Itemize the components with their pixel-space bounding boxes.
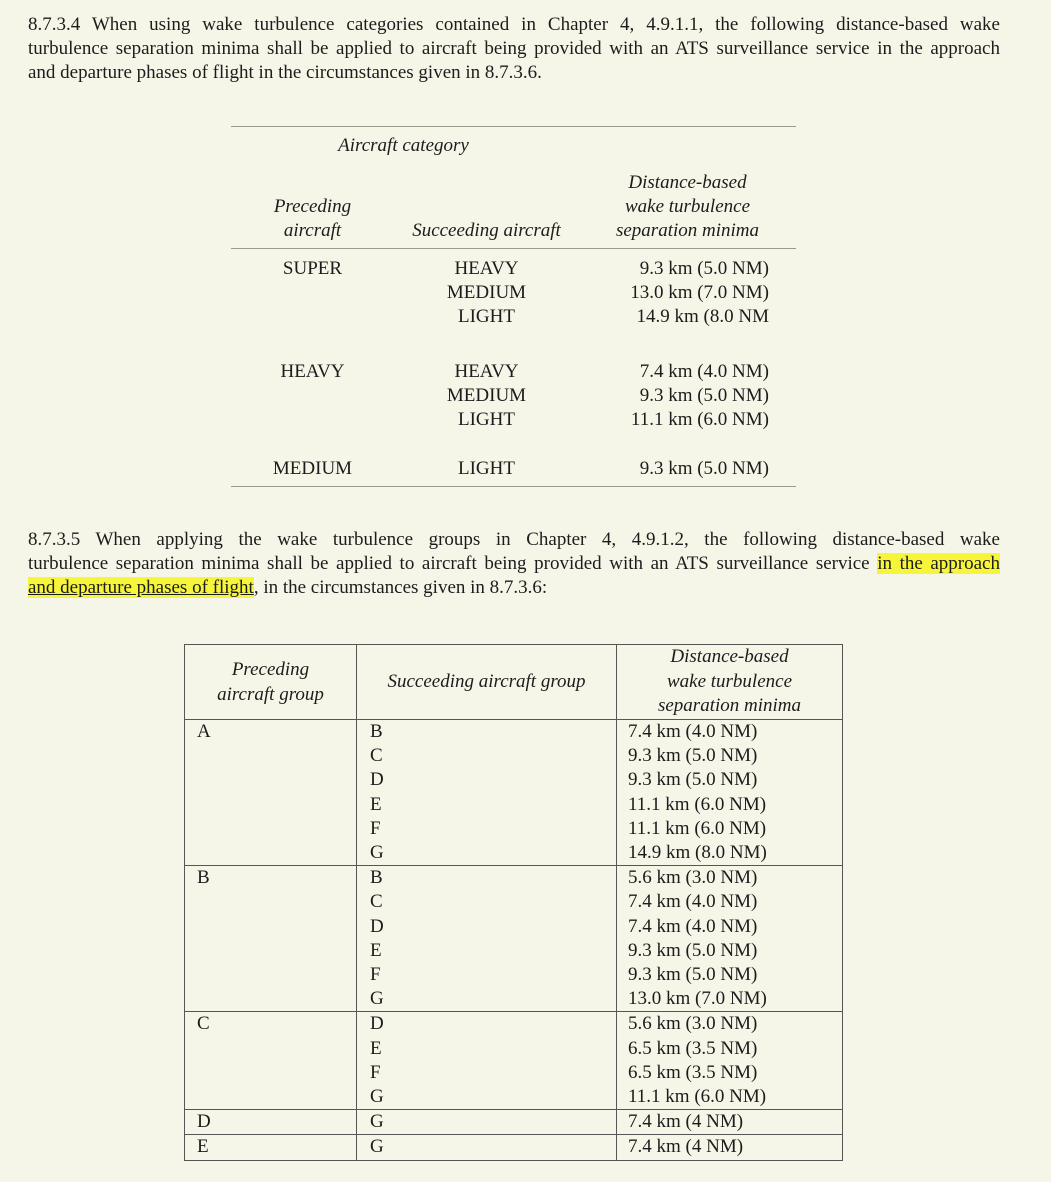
minima-item: 7.4 km (4 NM) [628,1111,744,1133]
minima-item: 7.4 km (4.0 NM) [628,721,758,742]
cell-text: D [197,1111,211,1133]
minima-list [579,360,769,432]
minima-item: 11.1 km (6.0 NM) [628,793,767,815]
minima-item: 9.3 km (5.0 NM) [628,939,758,961]
minima-values [617,1135,843,1160]
succeeding-item: E [370,1037,382,1059]
succeeding-item: LIGHT [458,409,515,430]
minima-item: 7.4 km (4.0 NM) [639,361,769,382]
cell-text: A [197,721,211,742]
succeeding-groups [357,866,617,1012]
minima-item: 6.5 km (3.5 NM) [628,1037,758,1059]
succeeding-list [394,360,579,432]
highlighted-text: in the approach [877,553,1000,574]
minima-item: 5.6 km (3.0 NM) [628,867,758,889]
succeeding-item: F [370,964,381,986]
succeeding-item: D [370,1013,384,1035]
cell-text: E [197,1136,209,1158]
minima-item: 6.5 km (3.5 NM) [628,1061,758,1083]
succeeding-item: G [370,1136,384,1158]
preceding-medium: MEDIUM [272,458,353,479]
table-bottom-rule [231,486,796,487]
header-line: separation minima [657,695,802,717]
minima-item: 9.3 km (5.0 NM) [639,258,769,279]
minima-item: 9.3 km (5.0 NM) [628,769,758,791]
preceding-group-e [185,1135,357,1160]
succeeding-item: G [370,988,384,1010]
succeeding-item: HEAVY [454,258,519,279]
minima-item: 7.4 km (4.0 NM) [628,891,758,913]
header-separation-minima [617,645,843,720]
succeeding-groups [357,1135,617,1160]
header-line: aircraft group [217,684,324,705]
minima-item: 9.3 km (5.0 NM) [628,745,758,767]
minima-item: 7.4 km (4 NM) [628,1136,744,1158]
succeeding-list [394,257,579,329]
aircraft-group-table [184,644,843,1161]
succeeding-item: LIGHT [458,458,515,479]
succeeding-item: G [370,842,384,864]
minima-item: 14.9 km (8.0 NM [636,306,769,327]
table-header-row [185,645,843,720]
header-line: separation minima [615,220,760,241]
minima-item: 9.3 km (5.0 NM) [639,385,769,406]
succeeding-groups [357,1012,617,1110]
succeeding-item: MEDIUM [446,385,527,406]
succeeding-item: F [370,817,381,839]
minima-values [617,1110,843,1135]
paragraph-8-7-3-5 [28,528,1000,600]
cell-text: C [197,1013,210,1035]
paragraph-text: , in the circumstances given in 8.7.3.6: [253,577,548,598]
succeeding-item: C [370,745,383,767]
paragraph-line [28,576,1000,600]
minima-item: 9.3 km (5.0 NM) [628,964,758,986]
minima-item: 13.0 km (7.0 NM) [630,282,769,303]
minima-values [617,866,843,1012]
succeeding-item: G [370,1086,384,1108]
preceding-group-c [185,1012,357,1110]
paragraph-line: 8.7.3.5 When applying the wake turbulence groups in Chapter 4, 4.9.1.2, the following distance-based wake [28,529,1000,550]
succeeding-item: HEAVY [454,361,519,382]
table-row [185,866,843,1012]
highlighted-text: and departure phases of flight [28,577,254,598]
succeeding-item: D [370,915,384,937]
succeeding-item: D [370,769,384,791]
header-separation-minima [579,171,796,243]
header-succeeding-group: Succeeding aircraft group [357,645,617,720]
cell-text: B [197,867,210,889]
paragraph-line: and departure phases of flight in the circumstances given in 8.7.3.6. [28,62,542,83]
table-row [185,720,843,866]
header-line: Distance-based [670,646,789,668]
table-caption: Aircraft category [338,135,469,156]
header-line: Preceding [273,196,352,217]
table-row [185,1135,843,1160]
preceding-super: SUPER [282,258,343,279]
succeeding-item: E [370,793,382,815]
minima-item: 5.6 km (3.0 NM) [628,1013,758,1035]
table-top-rule [231,126,796,127]
aircraft-category-table [0,0,1051,500]
paragraph-text: turbulence separation minima shall be applied to aircraft being provided with an ATS surveillance service [28,553,878,574]
succeeding-item: E [370,939,382,961]
preceding-group-d [185,1110,357,1135]
header-rule [231,248,796,249]
succeeding-item: C [370,891,383,913]
succeeding-groups [357,720,617,866]
minima-list [579,257,769,329]
header-line: Preceding [231,659,310,680]
succeeding-item: LIGHT [458,306,515,327]
minima-item: 11.1 km (6.0 NM) [628,1086,767,1108]
table-row [185,1110,843,1135]
succeeding-item: G [370,1111,384,1133]
paragraph-line [28,552,1000,576]
succeeding-item: B [370,867,383,889]
table-row [185,1012,843,1110]
preceding-heavy: HEAVY [280,361,345,382]
minima-item: 11.1 km (6.0 NM) [630,409,769,430]
minima-item: 13.0 km (7.0 NM) [628,988,767,1010]
minima-item: 11.1 km (6.0 NM) [628,817,767,839]
minima-values [617,1012,843,1110]
preceding-group-a [185,720,357,866]
header-line: Distance-based [628,172,747,193]
succeeding-item: B [370,721,383,742]
preceding-group-b [185,866,357,1012]
paragraph-line: 8.7.3.4 When using wake turbulence categories contained in Chapter 4, 4.9.1.1, the following distance-based wake [28,14,1000,35]
header-line: wake turbulence [624,196,751,217]
minima-item: 9.3 km (5.0 NM) [639,458,769,479]
minima-item: 7.4 km (4.0 NM) [628,915,758,937]
succeeding-item: MEDIUM [446,282,527,303]
minima-values [617,720,843,866]
header-preceding-group [185,645,357,720]
header-line: aircraft [283,220,342,241]
header-preceding-aircraft [231,195,394,243]
minima-item: 14.9 km (8.0 NM) [628,842,767,864]
header-line: wake turbulence [666,670,793,692]
succeeding-groups [357,1110,617,1135]
header-succeeding-aircraft: Succeeding aircraft [412,220,561,241]
succeeding-item: F [370,1061,381,1083]
paragraph-line: turbulence separation minima shall be applied to aircraft being provided with an ATS surveillance service in the approach [28,38,1000,59]
